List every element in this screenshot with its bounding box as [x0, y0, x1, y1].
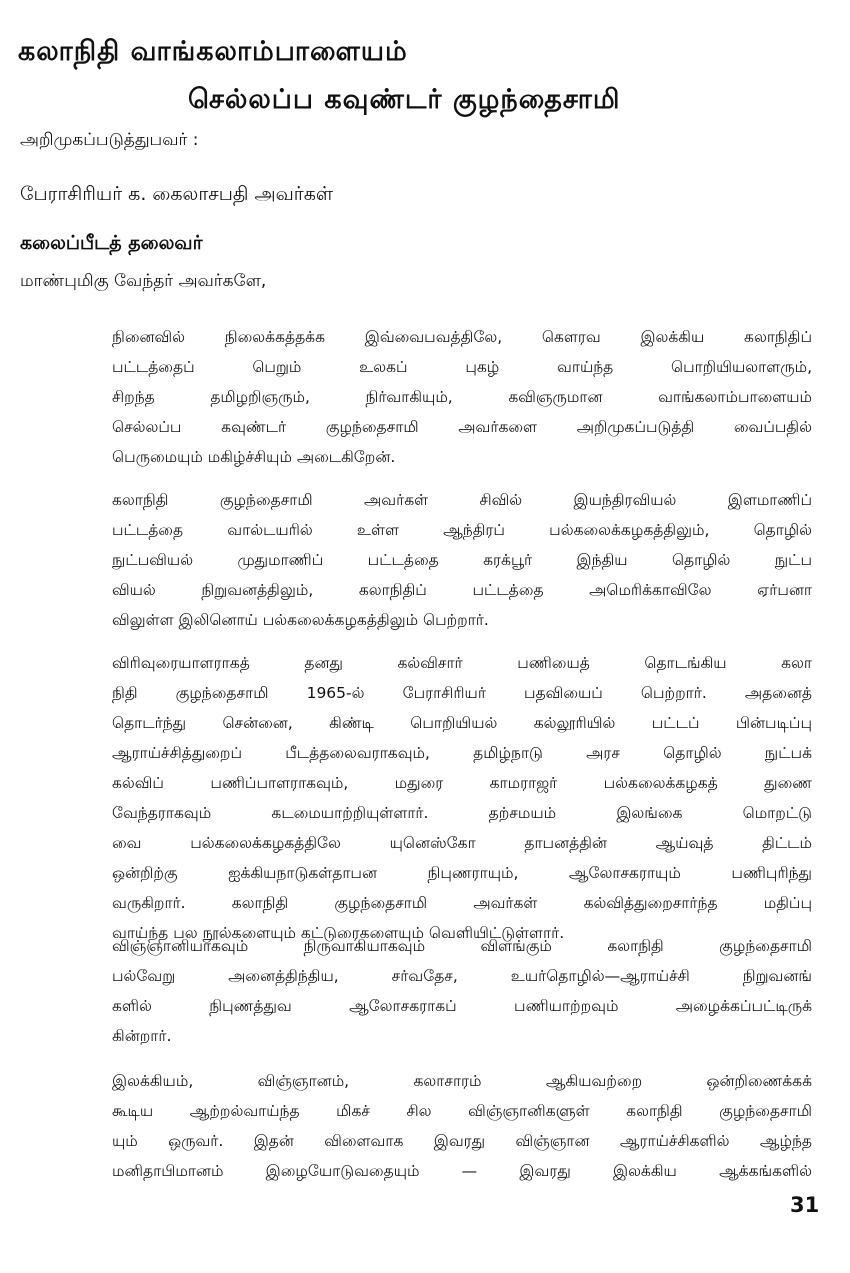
paragraph-line: விலுள்ள இலினொய் பல்கலைக்கழகத்திலும் பெற்றார். — [112, 611, 489, 629]
paragraph-line: பட்டத்தை வால்டயரில் உள்ள ஆந்திரப் பல்கலைக்கழகத்திலும், தொழில் — [112, 521, 812, 539]
paragraph-line: விரிவுரையாளராகத் தனது கல்விசார் பணியைத் தொடங்கிய கலா — [112, 654, 812, 672]
paragraph-line: தொடர்ந்து சென்னை, கிண்டி பொறியியல் கல்லூரியில் பட்டப் பின்படிப்பு — [112, 714, 812, 732]
paragraph-5 — [112, 1066, 812, 1186]
paragraph-line: களில் நிபுணத்துவ ஆலோசகராகப் பணியாற்றவும் அழைக்கப்பட்டிருக் — [112, 997, 812, 1015]
salutation: மாண்புமிகு வேந்தர் அவர்களே, — [20, 271, 267, 291]
paragraph-line: கூடிய ஆற்றல்வாய்ந்த மிகச் சில விஞ்ஞானிகளுள் கலாநிதி குழந்தைசாமி — [112, 1102, 812, 1120]
paragraph-line: கின்றார். — [112, 1027, 172, 1045]
paragraph-line: கல்விப் பணிப்பாளராகவும், மதுரை காமராஜர் பல்கலைக்கழகத் துணை — [112, 774, 812, 792]
paragraph-line: கலாநிதி குழந்தைசாமி அவர்கள் சிவில் இயந்திரவியல் இளமாணிப் — [112, 491, 812, 509]
paragraph-line: வை பல்கலைக்கழகத்திலே யுனெஸ்கோ தாபனத்தின் ஆய்வுத் திட்டம் — [112, 834, 812, 852]
paragraph-line: வாய்ந்த பல நூல்களையும் கட்டுரைகளையும் வெளியிட்டுள்ளார். — [112, 924, 565, 942]
paragraph-3 — [112, 648, 812, 948]
paragraph-line: வருகிறார். கலாநிதி குழந்தைசாமி அவர்கள் கல்வித்துறைசார்ந்த மதிப்பு — [112, 894, 812, 912]
paragraph-line: நினைவில் நிலைக்கத்தக்க இவ்வைபவத்திலே, கௌரவ இலக்கிய கலாநிதிப் — [112, 328, 812, 346]
paragraph-line: நிதி குழந்தைசாமி 1965-ல் பேராசிரியர் பதவியைப் பெற்றார். அதனைத் — [112, 684, 812, 702]
introducer-role: கலைப்பீடத் தலைவர் — [20, 232, 203, 254]
paragraph-1 — [112, 322, 812, 472]
paragraph-line: ஒன்றிற்கு ஐக்கியநாடுகள்தாபன நிபுணராயும், ஆலோசகராயும் பணிபுரிந்து — [112, 864, 812, 882]
paragraph-2 — [112, 485, 812, 635]
paragraph-line: வேந்தராகவும் கடமையாற்றியுள்ளார். தற்சமயம் இலங்கை மொறட்டு — [112, 804, 812, 822]
paragraph-4 — [112, 931, 812, 1051]
paragraph-line: பல்வேறு அனைத்திந்திய, சர்வதேச, உயர்தொழில்—ஆராய்ச்சி நிறுவனங் — [112, 967, 812, 985]
introducer-name: பேராசிரியர் க. கைலாசபதி அவர்கள் — [20, 183, 334, 205]
page-number: 31 — [790, 1193, 820, 1217]
paragraph-line: செல்லப்ப கவுண்டர் குழந்தைசாமி அவர்களை அறிமுகப்படுத்தி வைப்பதில் — [112, 418, 812, 436]
paragraph-line: விஞ்ஞானியாகவும் நிருவாகியாகவும் விளங்கும் கலாநிதி குழந்தைசாமி — [112, 937, 812, 955]
paragraph-line: நுட்பவியல் முதுமாணிப் பட்டத்தை கரக்பூர் இந்திய தொழில் நுட்ப — [112, 551, 812, 569]
paragraph-line: பெருமையும் மகிழ்ச்சியும் அடைகிறேன். — [112, 448, 396, 466]
paragraph-line: மனிதாபிமானம் இழையோடுவதையும் — இவரது இலக்கிய ஆக்கங்களில் — [112, 1162, 812, 1180]
paragraph-line: பட்டத்தைப் பெறும் உலகப் புகழ் வாய்ந்த பொறியியலாளரும், — [112, 358, 812, 376]
title-line-1: கலாநிதி வாங்கலாம்பாளையம் — [18, 36, 408, 67]
paragraph-line: யும் ஒருவர். இதன் விளைவாக இவரது விஞ்ஞான ஆராய்ச்சிகளில் ஆழ்ந்த — [112, 1132, 812, 1150]
paragraph-line: சிறந்த தமிழறிஞரும், நிர்வாகியும், கவிஞருமான வாங்கலாம்பாளையம் — [112, 388, 812, 406]
paragraph-line: வியல் நிறுவனத்திலும், கலாநிதிப் பட்டத்தை அமெரிக்காவிலே ஏர்பனா — [112, 581, 812, 599]
paragraph-line: ஆராய்ச்சித்துறைப் பீடத்தலைவராகவும், தமிழ்நாடு அரச தொழில் நுட்பக் — [112, 744, 812, 762]
title-line-2: செல்லப்ப கவுண்டர் குழந்தைசாமி — [188, 84, 621, 115]
paragraph-line: இலக்கியம், விஞ்ஞானம், கலாசாரம் ஆகியவற்றை ஒன்றிணைக்கக் — [112, 1072, 812, 1090]
introduced-by-label: அறிமுகப்படுத்துபவர் : — [20, 130, 199, 150]
